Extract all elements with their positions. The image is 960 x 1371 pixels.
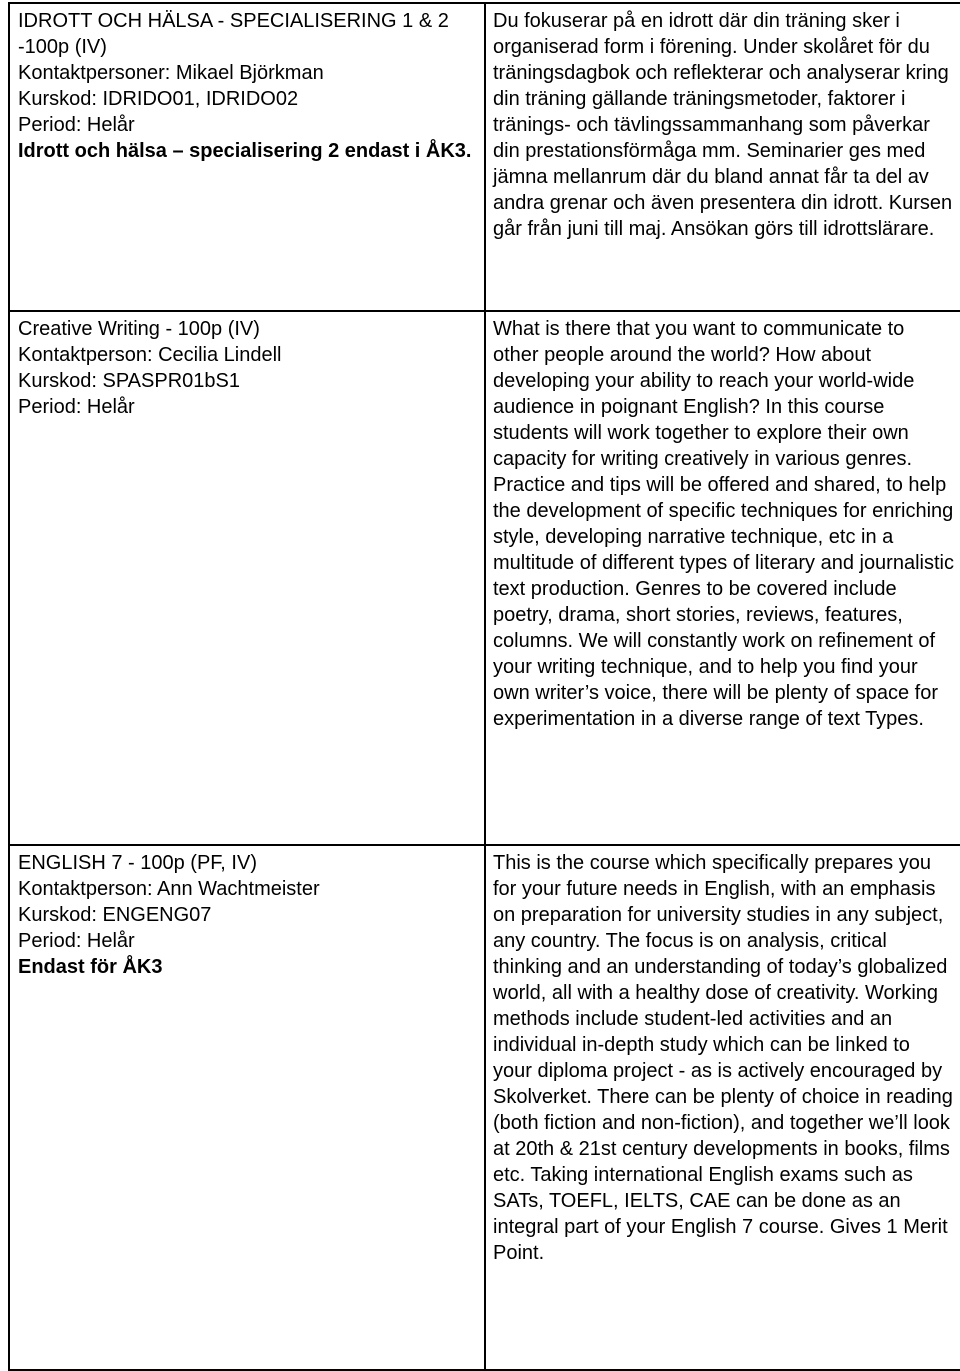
course-note: Endast för ÅK3 — [18, 956, 163, 978]
course-description: This is the course which specifically prepares you for your future needs in English, with an emphasis on preparation for university studies in any subject, any country. The focus is on analysis, critical thinking and an understanding of today’s globalized world, all with a healthy dose of creativity. Working methods include student-led activities and an individual in-depth study which can be linked to your diploma project - as is actively encouraged by Skolverket. There can be plenty of choice in reading (both fiction and non-fiction), and together we’ll look at 20th & 21st century developments in books, films etc. Taking international English exams such as SATs, TOEFL, IELTS, CAE can be done as an integral part of your English 7 course. Gives 1 Merit Point. — [493, 852, 953, 1264]
course-title: ENGLISH 7 - 100p (PF, IV) — [18, 852, 257, 874]
course-description-cell — [485, 311, 960, 845]
course-info-cell — [9, 311, 485, 845]
course-row-english-7 — [9, 845, 960, 1370]
course-description-cell — [485, 845, 960, 1370]
course-code: Kurskod: SPASPR01bS1 — [18, 370, 240, 392]
course-title: Creative Writing - 100p (IV) — [18, 318, 260, 340]
course-description: Du fokuserar på en idrott där din träning sker i organiserad form i förening. Under skolåret för du träningsdagbok och reflekterar och analyserar kring din träning gällande träningsmetoder, faktorer i tränings- och tävlingssammanhang som påverkar din prestationsförmåga mm. Seminarier ges med jämna mellanrum där du bland annat får ta del av andra grenar och även presentera din idrott. Kursen går från juni till maj. Ansökan görs till idrottslärare. — [493, 10, 953, 240]
course-code: Kurskod: ENGENG07 — [18, 904, 212, 926]
course-contact: Kontaktpersoner: Mikael Björkman — [18, 62, 324, 84]
course-row-creative-writing — [9, 311, 960, 845]
course-note: Idrott och hälsa – specialisering 2 endast i ÅK3. — [18, 140, 472, 162]
course-description: What is there that you want to communicate to other people around the world? How about developing your ability to reach your world-wide audience in poignant English? In this course students will work together to explore their own capacity for writing creatively in various genres. Practice and tips will be offered and shared, to help the development of specific techniques for enriching style, developing narrative technique, etc in a multitude of different types of literary and journalistic text production. Genres to be covered include poetry, drama, short stories, reviews, features, columns. We will constantly work on refinement of your writing technique, and to help you find your own writer’s voice, there will be plenty of space for experimentation in a diverse range of text Types. — [493, 318, 954, 730]
course-code: Kurskod: IDRIDO01, IDRIDO02 — [18, 88, 299, 110]
course-info-cell — [9, 845, 485, 1370]
course-description-cell — [485, 3, 960, 311]
course-row-idrott — [9, 3, 960, 311]
course-info-cell — [9, 3, 485, 311]
course-period: Period: Helår — [18, 930, 135, 952]
course-title: IDROTT OCH HÄLSA - SPECIALISERING 1 & 2 -100p (IV) — [18, 10, 449, 58]
course-contact: Kontaktperson: Cecilia Lindell — [18, 344, 282, 366]
course-catalog-page — [8, 2, 956, 1371]
course-contact: Kontaktperson: Ann Wachtmeister — [18, 878, 320, 900]
course-period: Period: Helår — [18, 396, 135, 418]
course-period: Period: Helår — [18, 114, 135, 136]
course-table — [8, 2, 960, 1371]
